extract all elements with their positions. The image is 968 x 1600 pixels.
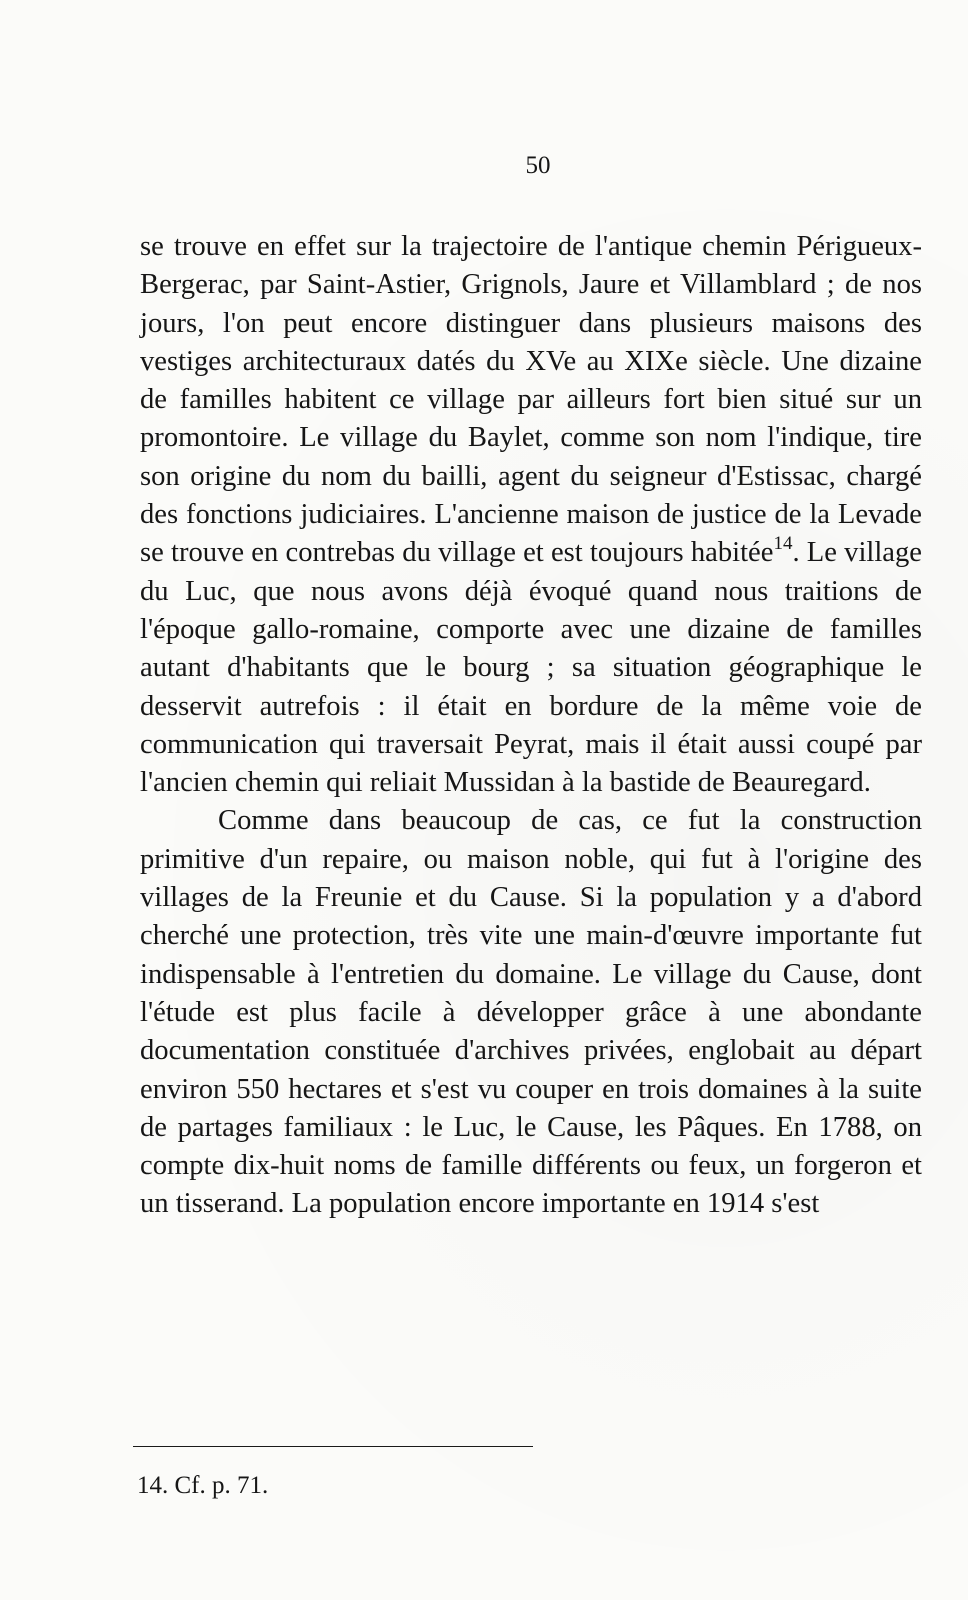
page-number: 50	[525, 152, 551, 179]
paragraph-1-text-end: . Le village du Luc, que nous avons déjà évoqué quand nous traitions de l'époque gallo-romaine, comporte avec une dizaine de familles autant d'habitants que le bourg ; sa situation géographique le desservit autrefois : il était en bordure de la même voie de communication qui traversait Peyrat, mais il était aussi coupé par l'ancien chemin qui reliait Mussidan à la bastide de Beauregard.	[140, 537, 922, 799]
footnote-reference: 14	[773, 532, 793, 554]
paragraph-1-text-start: se trouve en effet sur la trajectoire de l'antique chemin Périgueux-Bergerac, par Saint-Astier, Grignols, Jaure et Villamblard ; de nos jours, l'on peut encore distinguer dans plusieurs maisons des vestiges architecturaux datés du XVe au XIXe siècle. Une dizaine de familles habitent ce village par ailleurs fort bien situé sur un promontoire. Le village du Baylet, comme son nom l'indique, tire son origine du nom du bailli, agent du seigneur d'Estissac, chargé des fonctions judiciaires. L'ancienne maison de justice de la Levade se trouve en contrebas du village et est toujours habitée	[140, 231, 922, 569]
paragraph-1	[140, 228, 922, 802]
footnote-divider	[133, 1446, 533, 1447]
footnote: 14. Cf. p. 71.	[137, 1472, 269, 1499]
main-text	[140, 228, 922, 1224]
paragraph-2: Comme dans beaucoup de cas, ce fut la construction primitive d'un repaire, ou maison noble, qui fut à l'origine des villages de la Freunie et du Cause. Si la population y a d'abord cherché une protection, très vite une main-d'œuvre importante fut indispensable à l'entretien du domaine. Le village du Cause, dont l'étude est plus facile à développer grâce à une abondante documentation constituée d'archives privées, englobait au départ environ 550 hectares et s'est vu couper en trois domaines à la suite de partages familiaux : le Luc, le Cause, les Pâques. En 1788, on compte dix-huit noms de famille différents ou feux, un forgeron et un tisserand. La population encore importante en 1914 s'est	[140, 805, 922, 1220]
